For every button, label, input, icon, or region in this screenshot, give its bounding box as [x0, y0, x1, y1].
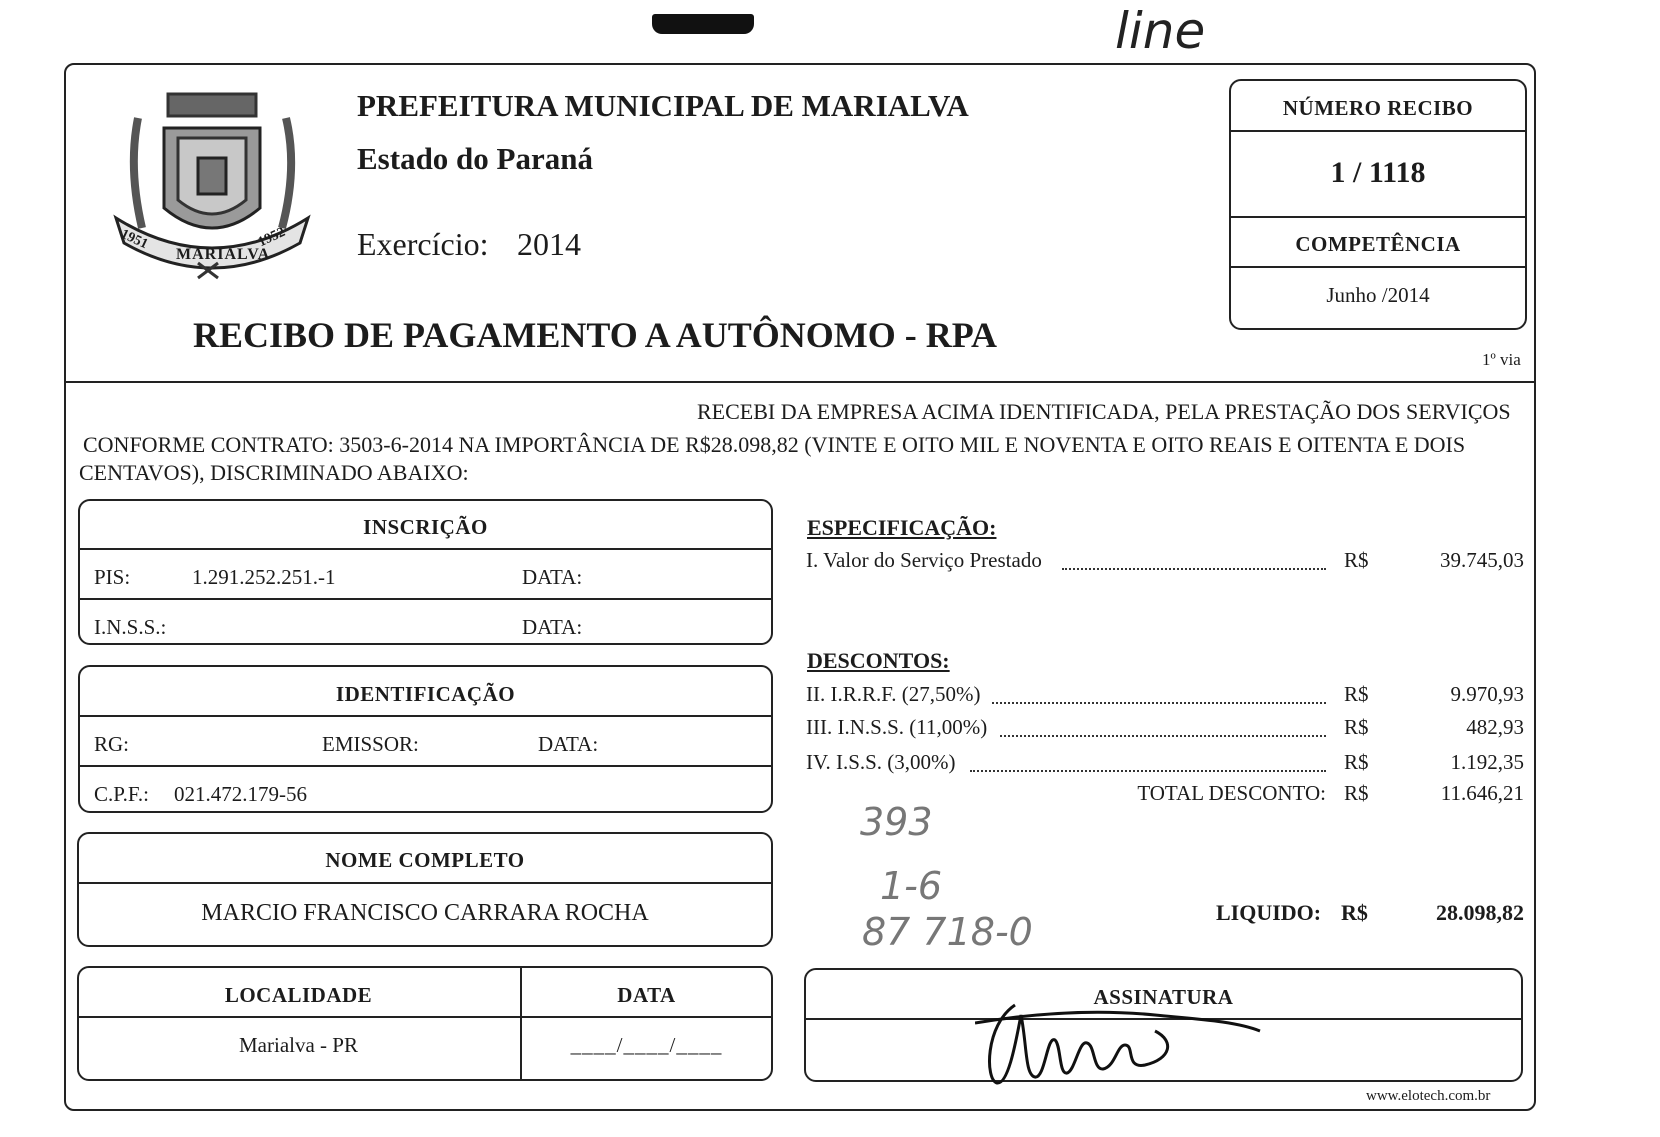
handwritten-note-3: 87 718-0	[862, 910, 1033, 954]
total-desconto-currency: R$	[1344, 781, 1369, 805]
cpf-value: 021.472.179-56	[174, 782, 307, 806]
especificacao-title: ESPECIFICAÇÃO:	[807, 515, 997, 540]
data-title: DATA	[617, 983, 676, 1007]
data-value: ____/____/____	[570, 1033, 723, 1057]
competencia-label: COMPETÊNCIA	[1295, 232, 1461, 256]
pis-label: PIS:	[94, 565, 131, 589]
handwritten-note-1: 393	[860, 800, 933, 844]
numero-recibo-value: 1 / 1118	[1330, 156, 1426, 189]
signature	[975, 995, 1265, 1090]
servico-value: 39.745,03	[1440, 548, 1524, 572]
statement-line-2: CONFORME CONTRATO: 3503-6-2014 NA IMPORTÂNCIA DE R$28.098,82 (VINTE E OITO MIL E NOVENTA E OITO REAIS E OITENTA E DOIS	[83, 432, 1466, 457]
servico-currency: R$	[1344, 548, 1369, 572]
footer-website: www.elotech.com.br	[1366, 1088, 1491, 1104]
assinatura-title: ASSINATURA	[1093, 985, 1234, 1009]
inss-desconto-value: 482,93	[1466, 715, 1524, 739]
identificacao-data-label: DATA:	[538, 732, 599, 756]
localidade-value: Marialva - PR	[239, 1033, 358, 1057]
handwritten-note-2: 1-6	[880, 864, 943, 908]
liquido-currency: R$	[1341, 900, 1368, 925]
header-divider	[64, 381, 1536, 383]
handwritten-top: line	[1115, 2, 1206, 60]
statement-line-3: CENTAVOS), DISCRIMINADO ABAIXO:	[79, 460, 469, 485]
iss-label: IV. I.S.S. (3,00%)	[806, 750, 956, 774]
iss-value: 1.192,35	[1450, 750, 1524, 774]
liquido-label: LIQUIDO:	[1216, 900, 1322, 925]
irrf-label: II. I.R.R.F. (27,50%)	[806, 682, 981, 706]
seal-year-right: 1952	[255, 224, 288, 251]
nome-title: NOME COMPLETO	[325, 848, 525, 872]
competencia-value: Junho /2014	[1326, 283, 1430, 307]
exercicio-label: Exercício:	[357, 226, 489, 262]
document-title: RECIBO DE PAGAMENTO A AUTÔNOMO - RPA	[193, 315, 998, 355]
cpf-label: C.P.F.:	[94, 782, 149, 806]
identificacao-title: IDENTIFICAÇÃO	[335, 682, 516, 706]
servico-label: I. Valor do Serviço Prestado	[806, 548, 1042, 572]
via-label: 1º via	[1482, 350, 1521, 369]
descontos-title: DESCONTOS:	[807, 648, 950, 673]
rg-label: RG:	[94, 732, 130, 756]
irrf-currency: R$	[1344, 682, 1369, 706]
inss-label: I.N.S.S.:	[94, 615, 167, 639]
localidade-title: LOCALIDADE	[224, 983, 373, 1007]
emissor-label: EMISSOR:	[322, 732, 419, 756]
inss-desconto-currency: R$	[1344, 715, 1369, 739]
inss-desconto-label: III. I.N.S.S. (11,00%)	[806, 715, 988, 739]
numero-recibo-label: NÚMERO RECIBO	[1282, 96, 1474, 120]
seal-year-left: 1951	[118, 226, 151, 253]
seal-text: MARIALVA	[176, 246, 271, 263]
liquido-value: 28.098,82	[1436, 900, 1524, 925]
total-desconto-label: TOTAL DESCONTO:	[1137, 781, 1326, 805]
iss-currency: R$	[1344, 750, 1369, 774]
nome-value: MARCIO FRANCISCO CARRARA ROCHA	[201, 900, 649, 926]
exercicio-value: 2014	[517, 226, 581, 262]
state-name: Estado do Paraná	[357, 141, 593, 176]
pis-value: 1.291.252.251.-1	[192, 565, 336, 589]
irrf-value: 9.970,93	[1450, 682, 1524, 706]
scan-mark	[652, 14, 754, 34]
statement-line-1: RECEBI DA EMPRESA ACIMA IDENTIFICADA, PELA PRESTAÇÃO DOS SERVIÇOS	[697, 399, 1511, 424]
inss-data-label: DATA:	[522, 615, 583, 639]
inscricao-title: INSCRIÇÃO	[363, 515, 488, 539]
inscricao-data-label: DATA:	[522, 565, 583, 589]
total-desconto-value: 11.646,21	[1440, 781, 1524, 805]
org-name: PREFEITURA MUNICIPAL DE MARIALVA	[357, 88, 969, 123]
